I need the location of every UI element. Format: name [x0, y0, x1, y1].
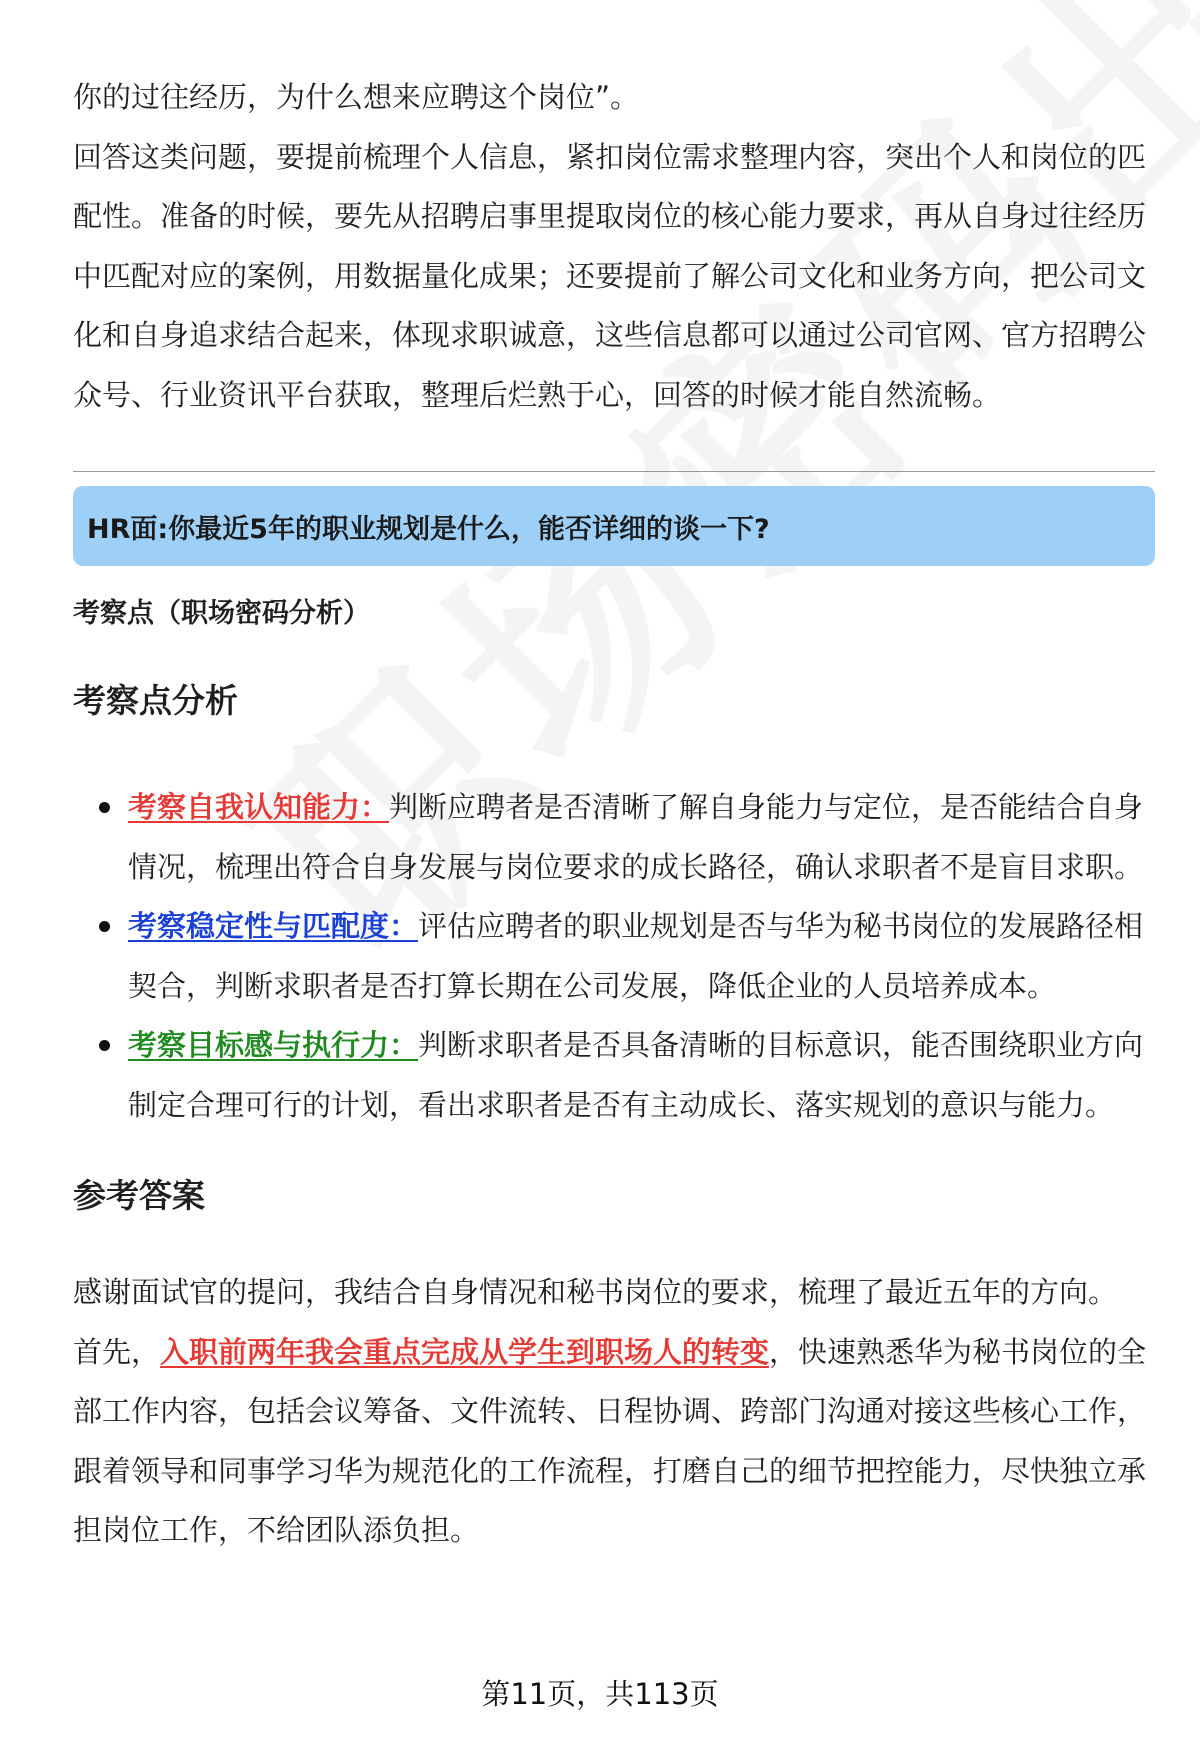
analysis-list — [73, 778, 1155, 1135]
section-divider — [73, 471, 1155, 472]
answer-line: 感谢面试官的提问，我结合自身情况和秘书岗位的要求，梳理了最近五年的方向。 — [73, 1275, 1118, 1309]
point-text: 判断应聘者是否清晰了解自身能力与定位，是否能结合自身情况，梳理出符合自身发展与岗位要求的成长路径，确认求职者不是盲目求职。 — [128, 790, 1144, 884]
bullet-icon — [99, 802, 110, 813]
list-item — [128, 778, 1155, 897]
analysis-heading: 考察点分析 — [73, 681, 238, 720]
answer-prefix: 首先， — [73, 1334, 161, 1369]
answer-rest: ，快速熟悉华为秘书岗位的全部工作内容，包括会议筹备、文件流转、日程协调、跨部门沟通对接这些核心工作，跟着领导和同事学习华为规范化的工作流程，打磨自己的细节把控能力，尽快独立承担岗位工作，不给团队添负担。 — [73, 1334, 1147, 1547]
point-keyword: 考察自我认知能力： — [128, 790, 390, 824]
bullet-icon — [99, 921, 110, 932]
intro-line: 你的过往经历，为什么想来应聘这个岗位”。 — [73, 80, 640, 114]
answer-highlight: 入职前两年我会重点完成从学生到职场人的转变 — [160, 1334, 770, 1369]
bullet-icon — [99, 1040, 110, 1051]
point-text: 判断求职者是否具备清晰的目标意识，能否围绕职业方向制定合理可行的计划，看出求职者是否有主动成长、落实规划的意识与能力。 — [128, 1028, 1144, 1122]
question-title: HR面:你最近5年的职业规划是什么，能否详细的谈一下? — [87, 513, 770, 545]
answer-body — [73, 1263, 1155, 1561]
answer-paragraph — [73, 1323, 1155, 1561]
point-keyword: 考察目标感与执行力： — [128, 1028, 419, 1062]
answer-heading: 参考答案 — [73, 1176, 205, 1215]
document-page — [73, 68, 1155, 1561]
page-number: 第11页，共113页 — [481, 1677, 719, 1711]
point-keyword: 考察稳定性与匹配度： — [128, 909, 419, 943]
question-banner — [73, 486, 1155, 566]
list-item — [128, 1016, 1155, 1135]
question-subheading: 考察点（职场密码分析） — [73, 598, 370, 629]
intro-advice-paragraph: 回答这类问题，要提前梳理个人信息，紧扣岗位需求整理内容，突出个人和岗位的匹配性。准备的时候，要先从招聘启事里提取岗位的核心能力要求，再从自身过往经历中匹配对应的案例，用数据量化成果；还要提前了解公司文化和业务方向，把公司文化和自身追求结合起来，体现求职诚意，这些信息都可以通过公司官网、官方招聘公众号、行业资讯平台获取，整理后烂熟于心，回答的时候才能自然流畅。 — [73, 139, 1147, 412]
list-item — [128, 897, 1155, 1016]
point-text: 评估应聘者的职业规划是否与华为秘书岗位的发展路径相契合，判断求职者是否打算长期在公司发展，降低企业的人员培养成本。 — [128, 909, 1144, 1003]
